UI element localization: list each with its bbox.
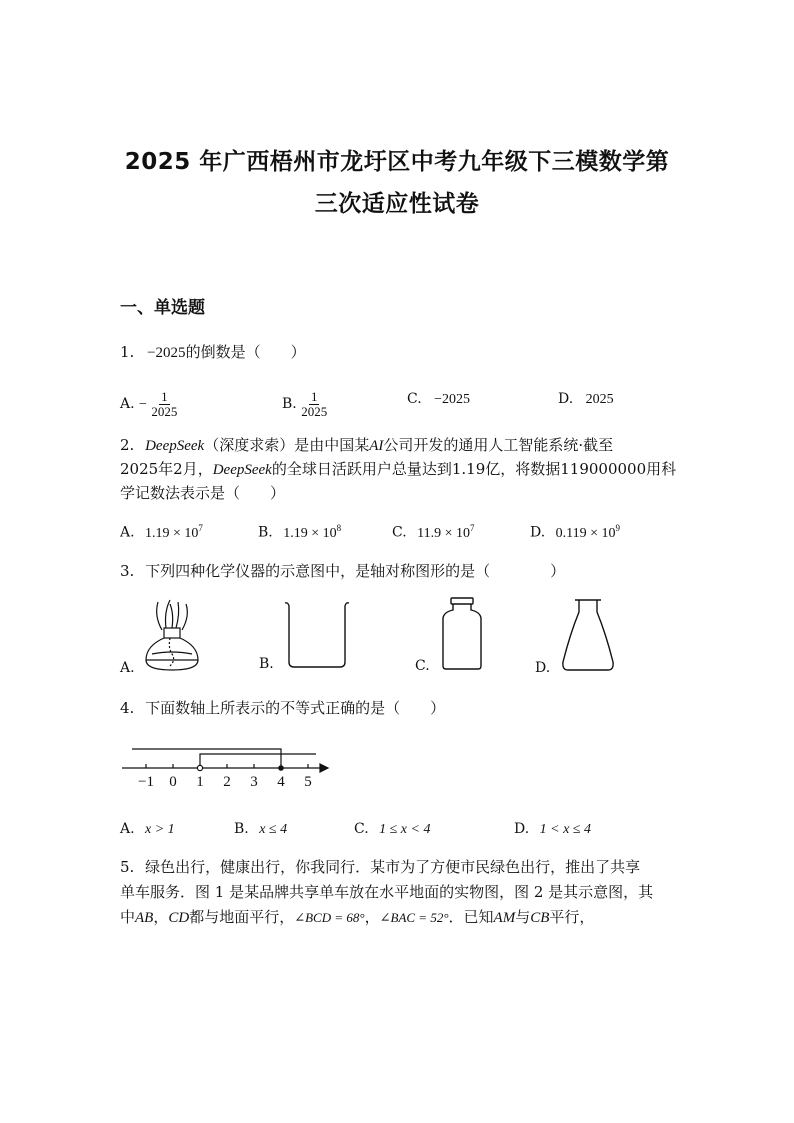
segment-cd: CD <box>168 910 190 926</box>
numerator: 1 <box>161 388 168 404</box>
option-label: D. <box>514 821 530 837</box>
question-5-line-1 <box>120 855 640 879</box>
tick-label: −1 <box>138 774 154 790</box>
question-text: 的倒数是（ ） <box>185 343 306 361</box>
question-text: 与 <box>515 908 531 926</box>
option-expression: x > 1 <box>145 822 175 837</box>
question-number: 1. <box>120 343 135 361</box>
question-2-line-3: 学记数法表示是（ ） <box>120 484 286 502</box>
option-d[interactable] <box>558 391 614 408</box>
question-text: 2025年2月， <box>120 460 213 478</box>
question-5-line-3 <box>120 905 594 930</box>
option-value: 2025 <box>585 392 614 407</box>
option-label: C. <box>354 821 369 837</box>
denominator: 2025 <box>151 403 178 419</box>
option-label: B. <box>258 524 273 541</box>
axis-arrow-icon <box>320 764 328 772</box>
conical-flask-icon <box>560 598 616 674</box>
question-text: 中 <box>120 908 136 926</box>
option-a[interactable] <box>120 382 177 419</box>
reagent-bottle-icon <box>440 596 484 672</box>
question-number: 2. <box>120 436 135 454</box>
option-c[interactable] <box>407 391 470 408</box>
option-label: D. <box>530 524 546 541</box>
range-bracket-low <box>200 754 316 768</box>
option-value: −2025 <box>434 392 471 407</box>
page-title-line-2: 三次适应性试卷 <box>314 191 480 217</box>
option-c[interactable] <box>392 523 475 542</box>
question-2-line-1 <box>120 433 613 458</box>
question-text: 都与地面平行， <box>189 908 295 926</box>
question-number: 4. <box>120 699 135 717</box>
question-text: 下列四种化学仪器的示意图中，是轴对称图形的是（ ） <box>145 562 566 580</box>
tick-label: 1 <box>196 774 204 790</box>
question-number: 3. <box>120 562 135 580</box>
question-text: ．已知 <box>448 908 494 926</box>
option-mantissa: 0.119 × 10 <box>555 525 616 541</box>
option-a[interactable] <box>120 523 203 542</box>
option-expression: 1 ≤ x < 4 <box>379 822 431 837</box>
question-text: ， <box>153 908 169 926</box>
option-a-label[interactable]: A. <box>120 660 135 676</box>
tick-label: 3 <box>250 774 258 790</box>
angle-bac: ∠BAC = 52° <box>379 910 449 925</box>
option-d-label[interactable]: D. <box>535 660 551 676</box>
page-title-line-1: 2025 年广西梧州市龙圩区中考九年级下三模数学第 <box>124 149 670 175</box>
brand-name: DeepSeek <box>212 462 272 478</box>
segment-cb: CB <box>530 910 550 926</box>
option-expression: 1 < x ≤ 4 <box>539 822 591 837</box>
question-value: −2025 <box>147 345 186 361</box>
section-heading: 一、单选题 <box>120 298 205 318</box>
question-text: 的全球日活跃用户总量达到1.19亿，将数据119000000用科 <box>271 460 677 478</box>
option-label: A. <box>120 524 135 541</box>
option-exponent: 8 <box>336 523 342 533</box>
question-number: 5. <box>120 858 135 876</box>
option-exponent: 9 <box>615 523 621 533</box>
denominator: 2025 <box>301 403 328 419</box>
option-label: D. <box>558 391 574 407</box>
question-4 <box>120 696 445 720</box>
question-text: 下面数轴上所表示的不等式正确的是（ ） <box>145 699 446 717</box>
question-1 <box>120 340 306 365</box>
option-c[interactable] <box>354 821 430 838</box>
option-expression: x ≤ 4 <box>259 822 288 837</box>
tick-label: 2 <box>223 774 231 790</box>
option-mantissa: 11.9 × 10 <box>417 525 471 541</box>
option-mantissa: 1.19 × 10 <box>145 525 199 541</box>
option-label: A. <box>120 821 135 837</box>
question-text: （深度求索）是由中国某 <box>204 436 370 454</box>
question-text: 公司开发的通用人工智能系统·截至 <box>383 436 614 454</box>
segment-am: AM <box>493 910 516 926</box>
question-3 <box>120 559 565 583</box>
option-label: B. <box>282 396 297 412</box>
option-label: C. <box>392 524 407 541</box>
option-exponent: 7 <box>470 523 475 533</box>
option-b-label[interactable]: B. <box>259 656 274 672</box>
segment-ab: AB <box>135 910 154 926</box>
tick-label: 4 <box>277 774 285 790</box>
option-b[interactable] <box>282 382 327 419</box>
brand-name: DeepSeek <box>145 438 205 454</box>
number-line <box>118 740 338 792</box>
option-b[interactable] <box>234 821 287 838</box>
option-label: A. <box>120 396 135 412</box>
question-text: ， <box>364 908 380 926</box>
option-d[interactable] <box>514 821 591 838</box>
option-mantissa: 1.19 × 10 <box>283 525 337 541</box>
question-2-line-2 <box>120 457 676 482</box>
numerator: 1 <box>310 388 318 404</box>
fraction <box>151 390 177 419</box>
option-label: B. <box>234 821 249 837</box>
option-b[interactable] <box>258 523 341 542</box>
option-label: C. <box>407 391 422 407</box>
angle-bcd: ∠BCD = 68° <box>294 910 365 925</box>
option-c-label[interactable]: C. <box>415 658 430 674</box>
option-sign: − <box>139 397 147 412</box>
tick-label: 0 <box>169 774 177 790</box>
open-point <box>197 765 202 770</box>
option-a[interactable] <box>120 821 175 838</box>
question-5-line-2: 单车服务．图 1 是某品牌共享单车放在水平地面的实物图，图 2 是其示意图，其 <box>120 883 654 901</box>
option-d[interactable] <box>530 523 620 542</box>
alcohol-lamp-icon <box>140 598 204 674</box>
closed-point <box>278 765 284 771</box>
option-exponent: 7 <box>198 523 203 533</box>
tick-label: 5 <box>304 774 312 790</box>
range-bracket-top <box>132 749 281 768</box>
question-text: 平行， <box>549 908 595 926</box>
question-text: 绿色出行，健康出行，你我同行．某市为了方便市民绿色出行，推出了共享 <box>145 858 641 876</box>
beaker-icon <box>284 600 350 670</box>
ai-term: AI <box>369 438 384 454</box>
fraction <box>301 390 327 419</box>
